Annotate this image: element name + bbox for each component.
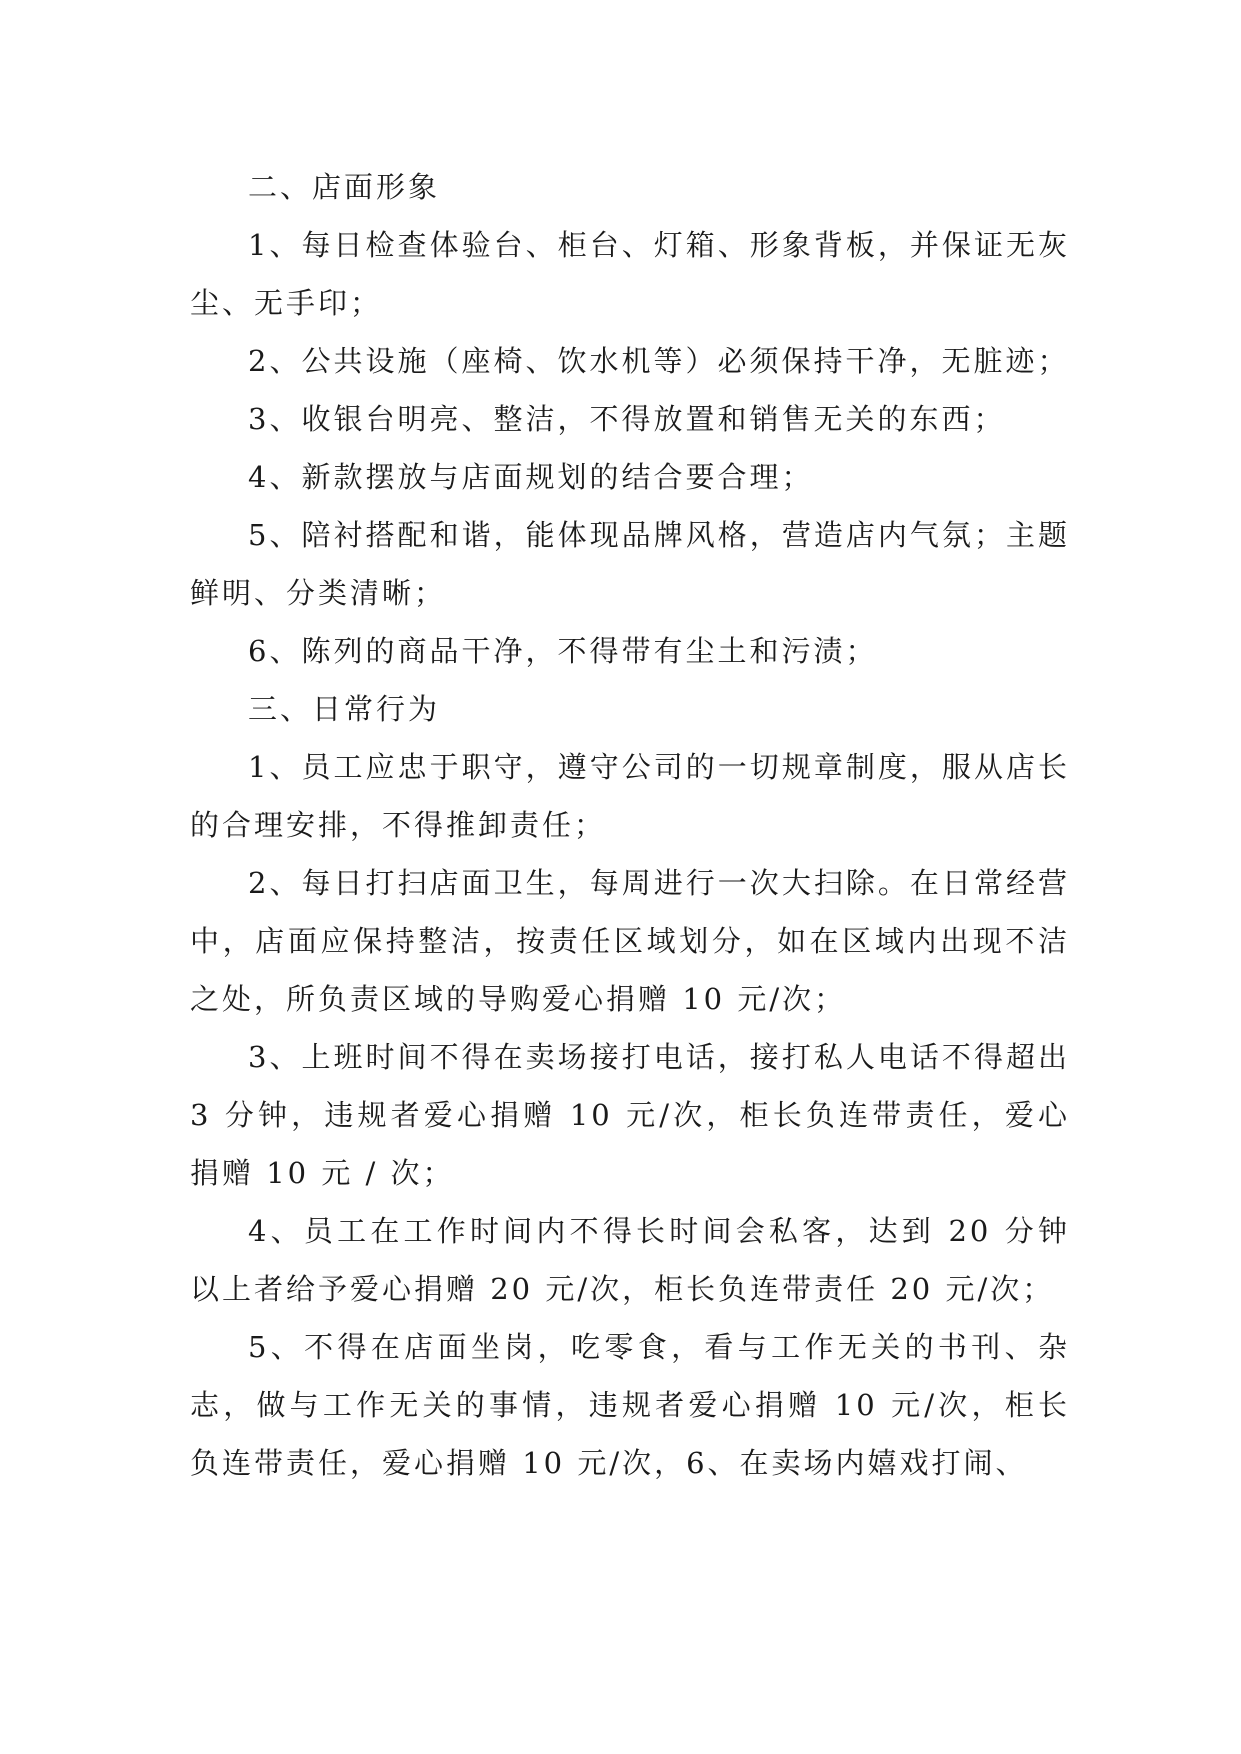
daily-behavior-item-1: 1、员工应忠于职守，遵守公司的一切规章制度，服从店长的合理安排，不得推卸责任； xyxy=(190,750,1070,842)
daily-behavior-item-4: 4、员工在工作时间内不得长时间会私客，达到 20 分钟以上者给予爱心捐赠 20 元/次，柜长负连带责任 20 元/次； xyxy=(190,1214,1070,1306)
store-image-item-2: 2、公共设施（座椅、饮水机等）必须保持干净，无脏迹； xyxy=(248,344,1070,378)
store-image-item-1: 1、每日检查体验台、柜台、灯箱、形象背板，并保证无灰尘、无手印； xyxy=(190,228,1070,320)
store-image-item-6: 6、陈列的商品干净，不得带有尘土和污渍； xyxy=(248,634,878,668)
section-heading-daily-behavior: 三、日常行为 xyxy=(248,692,441,726)
daily-behavior-item-2: 2、每日打扫店面卫生，每周进行一次大扫除。在日常经营中，店面应保持整洁，按责任区域划分，如在区域内出现不洁之处，所负责区域的导购爱心捐赠 10 元/次； xyxy=(190,866,1070,1016)
store-image-item-4: 4、新款摆放与店面规划的结合要合理； xyxy=(248,460,814,494)
section-heading-store-image: 二、店面形象 xyxy=(248,170,441,204)
daily-behavior-item-5: 5、不得在店面坐岗，吃零食，看与工作无关的书刊、杂志，做与工作无关的事情，违规者爱心捐赠 10 元/次，柜长负连带责任，爱心捐赠 10 元/次，6、在卖场内嬉戏打闹、 xyxy=(190,1330,1070,1480)
store-image-item-5: 5、陪衬搭配和谐，能体现品牌风格，营造店内气氛；主题鲜明、分类清晰； xyxy=(190,518,1070,610)
daily-behavior-item-3: 3、上班时间不得在卖场接打电话，接打私人电话不得超出 3 分钟，违规者爱心捐赠 10 元/次，柜长负连带责任，爱心捐赠 10 元 / 次； xyxy=(190,1040,1070,1190)
document-body xyxy=(190,158,1070,1492)
store-image-item-3: 3、收银台明亮、整洁，不得放置和销售无关的东西； xyxy=(248,402,1006,436)
